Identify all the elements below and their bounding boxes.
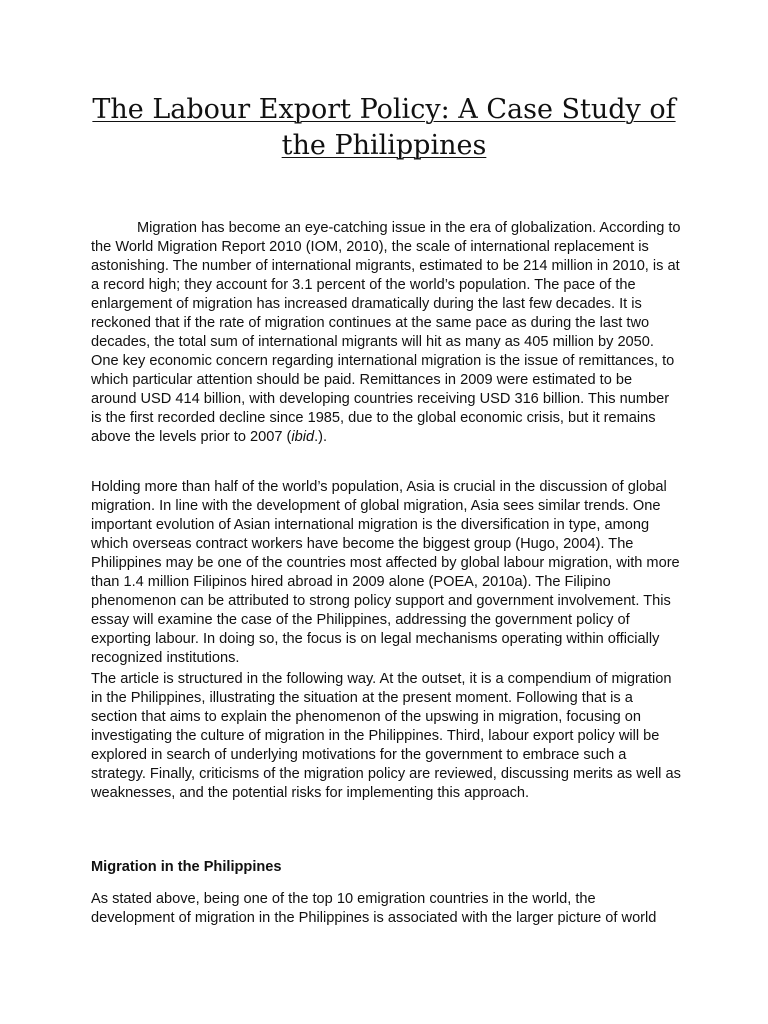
section-heading: Migration in the Philippines [91,859,282,875]
ibid-citation: ibid [291,429,315,445]
document-title [60,92,708,164]
title-line-1: The Labour Export Policy: A Case Study of [92,94,676,125]
paragraph-intro-text: Migration has become an eye-catching issue in the era of globalization. According to the World Migration Report 2010 (IOM, 2010), the scale of international replacement is astonishing. The number of international migrants, estimated to be 214 million in 2010, is at a record high; they account for 3.1 percent of the world’s population. The pace of the enlargement of migration has increased dramatically during the last few decades. It is reckoned that if the rate of migration continues at the same pace as during the last two decades, the total sum of international migrants will hit as many as 405 million by 2050. One key economic concern regarding international migration is the issue of remittances, to which particular attention should be paid. Remittances in 2009 were estimated to be around USD 414 billion, with developing countries receiving USD 316 billion. This number is the first recorded decline since 1985, due to the global economic crisis, but it remains above the levels prior to 2007 ( [91,220,681,445]
paragraph-structure: The article is structured in the following way. At the outset, it is a compendium of migration in the Philippines, illustrating the situation at the present moment. Following that is a section that aims to explain the phenomenon of the upswing in migration, focusing on investigating the culture of migration in the Philippines. Third, labour export policy will be explored in search of underlying motivations for the government to embrace such a strategy. Finally, criticisms of the migration policy are reviewed, discussing merits as well as weaknesses, and the potential risks for implementing this approach. [91,671,681,801]
paragraph-intro [91,219,681,447]
paragraph-migration-philippines: As stated above, being one of the top 10 emigration countries in the world, the development of migration in the Philippines is associated with the larger picture of world [91,891,657,926]
paragraph-asia: Holding more than half of the world’s population, Asia is crucial in the discussion of global migration. In line with the development of global migration, Asia sees similar trends. One important evolution of Asian international migration is the diversification in type, among which overseas contract workers have become the biggest group (Hugo, 2004). The Philippines may be one of the countries most affected by global labour migration, with more than 1.4 million Filipinos hired abroad in 2009 alone (POEA, 2010a). The Filipino phenomenon can be attributed to strong policy support and government involvement. This essay will examine the case of the Philippines, addressing the government policy of exporting labour. In doing so, the focus is on legal mechanisms operating within officially recognized institutions. [91,479,680,666]
title-line-2: the Philippines [281,130,487,161]
paragraph-intro-end: .). [314,429,328,445]
